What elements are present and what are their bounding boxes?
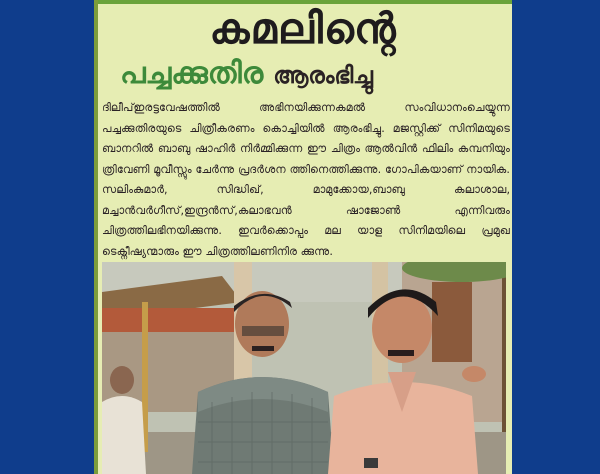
- headline-green-word: പച്ചക്കുതിര: [120, 56, 264, 91]
- clipping-left-edge: [94, 0, 98, 474]
- headline-line1: കമലിന്റെ: [209, 4, 397, 53]
- headline-line2: [120, 54, 500, 94]
- newspaper-clipping: [94, 0, 512, 474]
- photo-illustration: [102, 262, 506, 474]
- headline-dark-word: ആരംഭിച്ചു: [273, 63, 373, 89]
- article-photo: [102, 262, 506, 474]
- article-body: ദിലീപ്ഇരട്ടവേഷത്തിൽ അഭിനയിക്കുന്നകമൽ സംവിധാനംചെയ്യുന്ന പച്ചക്കുതിരയുടെ ചിത്രീകരണം കൊച്ചിയിൽ ആരംഭിച്ചു. മജസ്റ്റിക്ക് സിനിമയുടെ ബാനറിൽ ബാബു ഷാഹിർ നിർമ്മിക്കുന്ന ഈ ചിത്രം ആൽവിൻ ഫിലിം കമ്പനിയും ത്രിവേണി മൂവീസ്സും ചേർന്നു പ്രദർശന ത്തിനെത്തിക്കുന്നു. ഗോപികയാണ് നായിക. സലിംകുമാർ, സിദ്ധിഖ്, മാമുക്കോയ,ബാബു കലാശാല, മച്ചാൻവർഗീസ്,ഇന്ദ്രൻസ്,കലാഭവൻ ഷാജോൺ എന്നിവരും ചിത്രത്തിലഭിനയിക്കുന്നു. ഇവർക്കൊപ്പം മല യാള സിനിമയിലെ പ്രമുഖ ടെക്നീഷ്യന്മാരും ഈ ചിത്രത്തിലണിനിര ക്കുന്നു.: [102, 101, 510, 258]
